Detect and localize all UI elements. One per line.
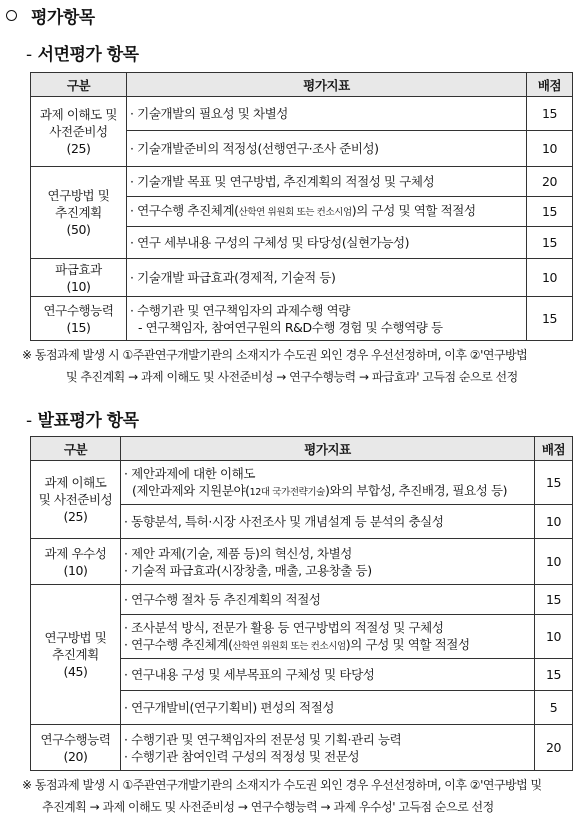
score-cell: 5 [535, 691, 573, 725]
tie-break-note: ※ 동점과제 발생 시 ①주관연구개발기관의 소재지가 수도권 외인 경우 우선선정하며, 이후 ②'연구방법 및 추진계획 → 과제 이해도 및 사전준비성 → 연구수행능력 → 파급효과' 고득점 순으로 선정 [22, 348, 528, 384]
indicator-cell: · 수행기관 및 연구책임자의 전문성 및 기획·관리 능력 · 수행기관 참여인력 구성의 적정성 및 전문성 [121, 725, 535, 771]
category-cell: 연구수행능력 (15) [31, 297, 127, 341]
indicator-cell: · 제안과제에 대한 이해도 (제안과제와 지원분야(12대 국가전략기술)와의 부합성, 추진배경, 필요성 등) [121, 461, 535, 505]
indicator-cell: · 연구수행 추진체계(산학연 위원회 또는 컨소시엄)의 구성 및 역할 적절성 [127, 197, 527, 227]
category-cell: 연구방법 및 추진계획 (50) [31, 167, 127, 259]
section-heading: 평가항목 [6, 3, 95, 28]
score-cell: 15 [527, 97, 573, 131]
category-cell: 과제 이해도 및 사전준비성 (25) [31, 97, 127, 167]
table-row [31, 725, 573, 771]
category-cell: 연구방법 및 추진계획 (45) [31, 585, 121, 725]
indicator-cell: · 연구개발비(연구기획비) 편성의 적절성 [121, 691, 535, 725]
indicator-cell: · 동향분석, 특허·시장 사전조사 및 개념설계 등 분석의 충실성 [121, 505, 535, 539]
table-row [31, 297, 573, 341]
score-cell: 10 [535, 539, 573, 585]
indicator-cell: · 조사분석 방식, 전문가 활용 등 연구방법의 적절성 및 구체성 · 연구수행 추진체계(산학연 위원회 또는 컨소시엄)의 구성 및 역할 적절성 [121, 615, 535, 659]
category-cell: 연구수행능력 (20) [31, 725, 121, 771]
indicator-cell: · 수행기관 및 연구책임자의 과제수행 역량 - 연구책임자, 참여연구원의 R&D수행 경험 및 수행역량 등 [127, 297, 527, 341]
written-eval-table [30, 72, 573, 341]
score-cell: 10 [535, 615, 573, 659]
table-row [31, 585, 573, 615]
indicator-cell: · 연구수행 절차 등 추진계획의 적절성 [121, 585, 535, 615]
score-cell: 15 [535, 585, 573, 615]
score-cell: 15 [527, 197, 573, 227]
col-header-score: 배점 [535, 437, 573, 461]
table-row [31, 167, 573, 197]
category-cell: 과제 이해도 및 사전준비성 (25) [31, 461, 121, 539]
indicator-cell: · 제안 과제(기술, 제품 등)의 혁신성, 차별성 · 기술적 파급효과(시장창출, 매출, 고용창출 등) [121, 539, 535, 585]
indicator-cell: · 기술개발 파급효과(경제적, 기술적 등) [127, 259, 527, 297]
score-cell: 15 [527, 297, 573, 341]
presentation-eval-title: - 발표평가 항목 [26, 411, 139, 431]
indicator-cell: · 연구 세부내용 구성의 구체성 및 타당성(실현가능성) [127, 227, 527, 259]
table-row [31, 259, 573, 297]
score-cell: 15 [535, 461, 573, 505]
tie-break-note: ※ 동점과제 발생 시 ①주관연구개발기관의 소재지가 수도권 외인 경우 우선선정하며, 이후 ②'연구방법 및 추진계획 → 과제 이해도 및 사전준비성 → 연구수행능력 → 과제 우수성' 고득점 순으로 선정 [22, 778, 542, 814]
indicator-cell: · 기술개발준비의 적정성(선행연구·조사 준비성) [127, 131, 527, 167]
col-header-category: 구분 [31, 437, 121, 461]
score-cell: 10 [527, 259, 573, 297]
score-cell: 15 [527, 227, 573, 259]
category-cell: 과제 우수성 (10) [31, 539, 121, 585]
score-cell: 20 [535, 725, 573, 771]
category-cell: 파급효과 (10) [31, 259, 127, 297]
score-cell: 15 [535, 659, 573, 691]
indicator-cell: · 연구내용 구성 및 세부목표의 구체성 및 타당성 [121, 659, 535, 691]
written-eval-title: - 서면평가 항목 [26, 45, 139, 65]
circle-bullet-icon [6, 10, 17, 21]
col-header-category: 구분 [31, 73, 127, 97]
indicator-cell: · 기술개발의 필요성 및 차별성 [127, 97, 527, 131]
col-header-score: 배점 [527, 73, 573, 97]
score-cell: 20 [527, 167, 573, 197]
table-row [31, 461, 573, 505]
col-header-indicator: 평가지표 [121, 437, 535, 461]
table-row [31, 539, 573, 585]
presentation-eval-table [30, 436, 573, 771]
indicator-cell: · 기술개발 목표 및 연구방법, 추진계획의 적절성 및 구체성 [127, 167, 527, 197]
score-cell: 10 [527, 131, 573, 167]
score-cell: 10 [535, 505, 573, 539]
col-header-indicator: 평가지표 [127, 73, 527, 97]
table-row [31, 97, 573, 131]
